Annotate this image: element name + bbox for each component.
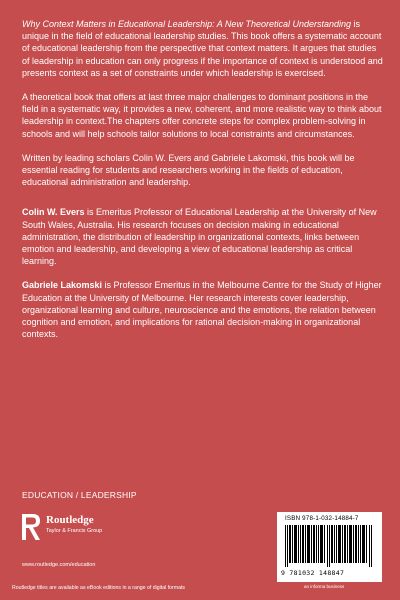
barcode-icon <box>285 525 374 567</box>
back-cover-blurb <box>22 18 384 352</box>
publisher-name: Routledge <box>46 514 94 526</box>
blurb-paragraph-1-text: is unique in the field of educational leadership studies. This book offers a systematic account of educational leadership from the perspective that context matters. It argues that studies of leadership in education can only progress if the importance of context is understood and presents context as a set of constraints under which leadership is exercised. <box>22 19 383 78</box>
publisher-group: Taylor & Francis Group <box>46 528 103 534</box>
routledge-r-icon <box>20 512 42 542</box>
author-bio-2-text: is Professor Emeritus in the Melbourne Centre for the Study of Higher Education at the University of Melbourne. Her research interests cover leadership, organizational learning and culture, neuroscience and the emotions, the relation between cognition and emotion, and implications for rational decision-making in organizational contexts. <box>22 280 382 340</box>
author-name-1: Colin W. Evers <box>22 207 85 218</box>
blurb-paragraph-1 <box>22 18 384 79</box>
informa-tag: an informa business <box>304 584 345 589</box>
isbn-label: ISBN 978-1-032-14884-7 <box>285 515 359 522</box>
author-bio-1-text: is Emeritus Professor of Educational Leadership at the University of New South Wales, Australia. His research focuses on decision making in educational administration, the distribution of leadership in organizational contexts, links between emotion and leadership, and developing a view of educational leadership as critical learning. <box>22 207 377 267</box>
blurb-paragraph-3: Written by leading scholars Colin W. Evers and Gabriele Lakomski, this book will be essential reading for students and researchers working in the fields of education, educational administration and leadership. <box>22 152 355 188</box>
author-bio-1 <box>22 206 384 267</box>
ebook-note: Routledge titles are available as eBook editions in a range of digital formats <box>12 585 186 591</box>
publisher-logo <box>20 510 170 554</box>
isbn-barcode-panel <box>277 512 382 582</box>
barcode-digits: 9 781032 148847 <box>281 569 345 577</box>
author-bio-2 <box>22 279 384 340</box>
book-title: Why Context Matters in Educational Leadership: A New Theoretical Understanding <box>22 19 352 29</box>
publisher-url[interactable]: www.routledge.com/education <box>22 562 96 568</box>
blurb-paragraph-2: A theoretical book that offers at last three major challenges to dominant positions in the field in a systematic way, it provides a new, coherent, and more realistic way to think about leadership in context.The chapters offer concrete steps for complex problem-solving in schools and will help schools tailor solutions to local constraints and circumstances. <box>22 92 382 139</box>
subject-category: EDUCATION / LEADERSHIP <box>22 490 137 500</box>
author-name-2: Gabriele Lakomski <box>22 280 103 291</box>
